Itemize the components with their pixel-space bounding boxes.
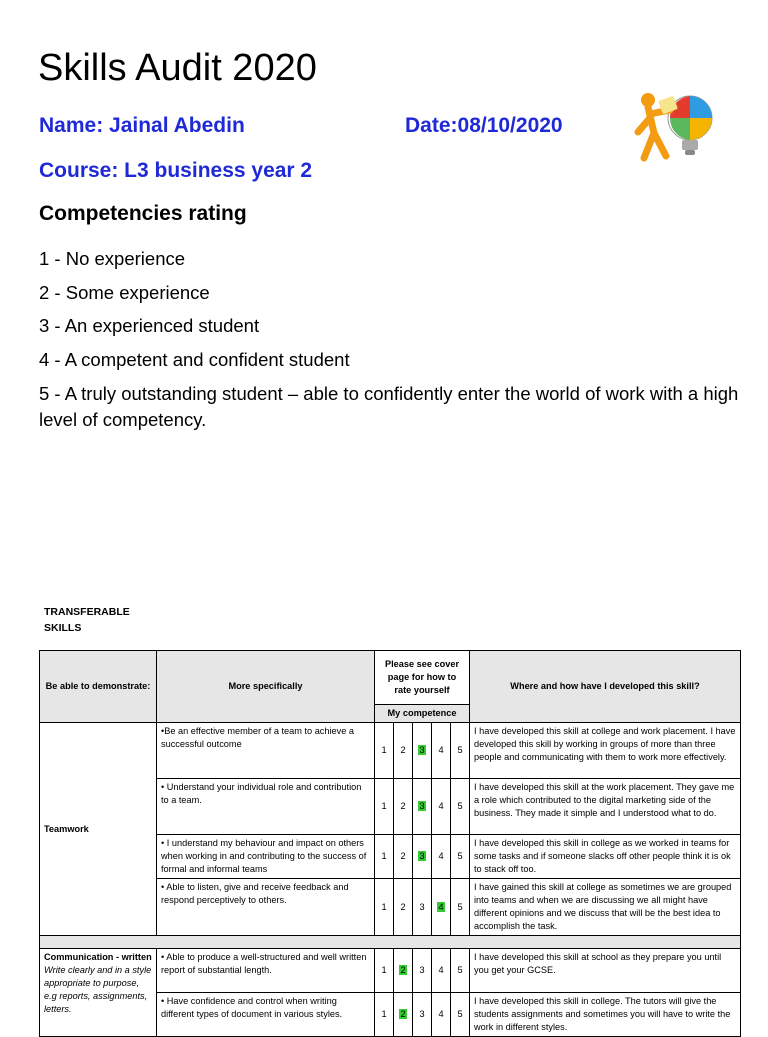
rating-value: 5 xyxy=(457,801,463,811)
rating-value: 3 xyxy=(419,745,425,755)
rating-cell-1[interactable] xyxy=(375,879,394,936)
skill-where: I have gained this skill at college as sometimes we are grouped into teams and when we are discussing we all might have different opinions and we discuss that will be the best idea to accomplish the task. xyxy=(470,879,741,936)
puzzle-lightbulb-figure-icon xyxy=(630,88,716,174)
header-demonstrate: Be able to demonstrate: xyxy=(40,651,157,723)
rating-value: 5 xyxy=(457,965,463,975)
rating-cell-3[interactable] xyxy=(413,949,432,993)
rating-cell-1[interactable] xyxy=(375,723,394,779)
rating-item-5: 5 - A truly outstanding student – able to confidently enter the world of work with a high level of competency. xyxy=(39,383,739,430)
skills-table xyxy=(39,650,741,1037)
rating-cell-4[interactable] xyxy=(432,993,451,1037)
rating-value: 5 xyxy=(457,1009,463,1019)
skill-where: I have developed this skill at college and work placement. I have developed this skill by working in groups of more than three people and communicating with them to work more effectively. xyxy=(470,723,741,779)
skill-spec: • Have confidence and control when writing different types of document in various styles. xyxy=(157,993,375,1037)
rating-cell-4[interactable] xyxy=(432,949,451,993)
audit-date: Date:08/10/2020 xyxy=(405,114,563,137)
header-competence: My competence xyxy=(375,705,470,723)
skill-spec: • Able to listen, give and receive feedback and respond perceptively to others. xyxy=(157,879,375,936)
rating-value: 3 xyxy=(419,801,425,811)
section-label: TRANSFERABLE SKILLS xyxy=(44,606,130,634)
skill-where: I have developed this skill at school as they prepare you until you get your GCSE. xyxy=(470,949,741,993)
skill-where: I have developed this skill in college as we worked in teams for some tasks and if someone slacks off other people think it is ok to stack off too. xyxy=(470,835,741,879)
rating-cell-2[interactable] xyxy=(394,779,413,835)
rating-cell-5[interactable] xyxy=(451,779,470,835)
skill-group-title: Communication - written xyxy=(44,952,152,962)
ratings-heading: Competencies rating xyxy=(39,202,247,225)
rating-item-4: 4 - A competent and confident student xyxy=(39,349,350,370)
rating-value: 1 xyxy=(381,801,387,811)
table-row xyxy=(40,723,741,779)
group-spacer xyxy=(40,936,741,949)
rating-value: 3 xyxy=(419,901,425,912)
rating-cell-3[interactable] xyxy=(413,835,432,879)
header-where: Where and how have I developed this skill? xyxy=(470,651,741,723)
rating-cell-1[interactable] xyxy=(375,835,394,879)
skill-spec: • Understand your individual role and contribution to a team. xyxy=(157,779,375,835)
rating-cell-5[interactable] xyxy=(451,949,470,993)
rating-cell-4[interactable] xyxy=(432,835,451,879)
rating-value: 1 xyxy=(381,745,387,755)
rating-cell-5[interactable] xyxy=(451,879,470,936)
course-name: Course: L3 business year 2 xyxy=(39,159,313,182)
skill-spec: •Be an effective member of a team to achieve a successful outcome xyxy=(157,723,375,779)
rating-cell-2[interactable] xyxy=(394,723,413,779)
header-specifically: More specifically xyxy=(157,651,375,723)
rating-cell-4[interactable] xyxy=(432,879,451,936)
skill-group-title: Teamwork xyxy=(44,823,89,834)
rating-value: 3 xyxy=(419,851,425,861)
skill-group-cell xyxy=(40,949,157,1037)
rating-cell-1[interactable] xyxy=(375,779,394,835)
rating-cell-2[interactable] xyxy=(394,835,413,879)
rating-value: 3 xyxy=(419,965,425,975)
rating-cell-4[interactable] xyxy=(432,723,451,779)
rating-cell-5[interactable] xyxy=(451,835,470,879)
header-rate: Please see cover page for how to rate yourself xyxy=(375,651,470,705)
rating-value: 3 xyxy=(419,1009,425,1019)
page-title: Skills Audit 2020 xyxy=(38,47,317,89)
rating-value: 5 xyxy=(457,901,463,912)
rating-item-1: 1 - No experience xyxy=(39,248,186,269)
rating-cell-3[interactable] xyxy=(413,879,432,936)
rating-value: 1 xyxy=(381,901,387,912)
rating-cell-3[interactable] xyxy=(413,993,432,1037)
rating-value: 4 xyxy=(438,745,444,755)
rating-value: 2 xyxy=(400,851,406,861)
rating-value: 2 xyxy=(400,965,406,975)
skill-spec: • I understand my behaviour and impact on others when working in and contributing to the success of formal and informal teams xyxy=(157,835,375,879)
rating-item-3: 3 - An experienced student xyxy=(39,315,260,336)
rating-value: 1 xyxy=(381,851,387,861)
rating-value: 2 xyxy=(400,745,406,755)
rating-cell-4[interactable] xyxy=(432,779,451,835)
rating-value: 1 xyxy=(381,965,387,975)
rating-value: 4 xyxy=(438,1009,444,1019)
rating-value: 2 xyxy=(400,801,406,811)
rating-value: 4 xyxy=(438,801,444,811)
rating-cell-2[interactable] xyxy=(394,879,413,936)
skill-where: I have developed this skill at the work placement. They gave me a role which contributed to the digital marketing side of the business. They made it simple and I understood what to do. xyxy=(470,779,741,835)
skill-where: I have developed this skill in college. The tutors will give the students assignments and sometimes you will have to write the work in different styles. xyxy=(470,993,741,1037)
rating-cell-5[interactable] xyxy=(451,723,470,779)
rating-cell-2[interactable] xyxy=(394,949,413,993)
rating-cell-1[interactable] xyxy=(375,949,394,993)
rating-cell-2[interactable] xyxy=(394,993,413,1037)
skill-spec: • Able to produce a well-structured and well written report of substantial length. xyxy=(157,949,375,993)
rating-cell-3[interactable] xyxy=(413,779,432,835)
rating-value: 4 xyxy=(438,965,444,975)
skill-group-subtitle: Write clearly and in a style appropriate to purpose, e.g reports, assignments, letters. xyxy=(44,965,152,1014)
rating-value: 1 xyxy=(381,1009,387,1019)
rating-item-2: 2 - Some experience xyxy=(39,282,210,303)
rating-value: 4 xyxy=(438,851,444,861)
rating-value: 5 xyxy=(457,745,463,755)
table-row xyxy=(40,949,741,993)
rating-value: 5 xyxy=(457,851,463,861)
rating-cell-5[interactable] xyxy=(451,993,470,1037)
rating-cell-3[interactable] xyxy=(413,723,432,779)
rating-value: 4 xyxy=(438,901,444,912)
skill-group-cell xyxy=(40,723,157,936)
skills-table-body xyxy=(40,723,741,1037)
rating-cell-1[interactable] xyxy=(375,993,394,1037)
student-name: Name: Jainal Abedin xyxy=(39,114,245,137)
rating-value: 2 xyxy=(400,901,406,912)
rating-value: 2 xyxy=(400,1009,406,1019)
